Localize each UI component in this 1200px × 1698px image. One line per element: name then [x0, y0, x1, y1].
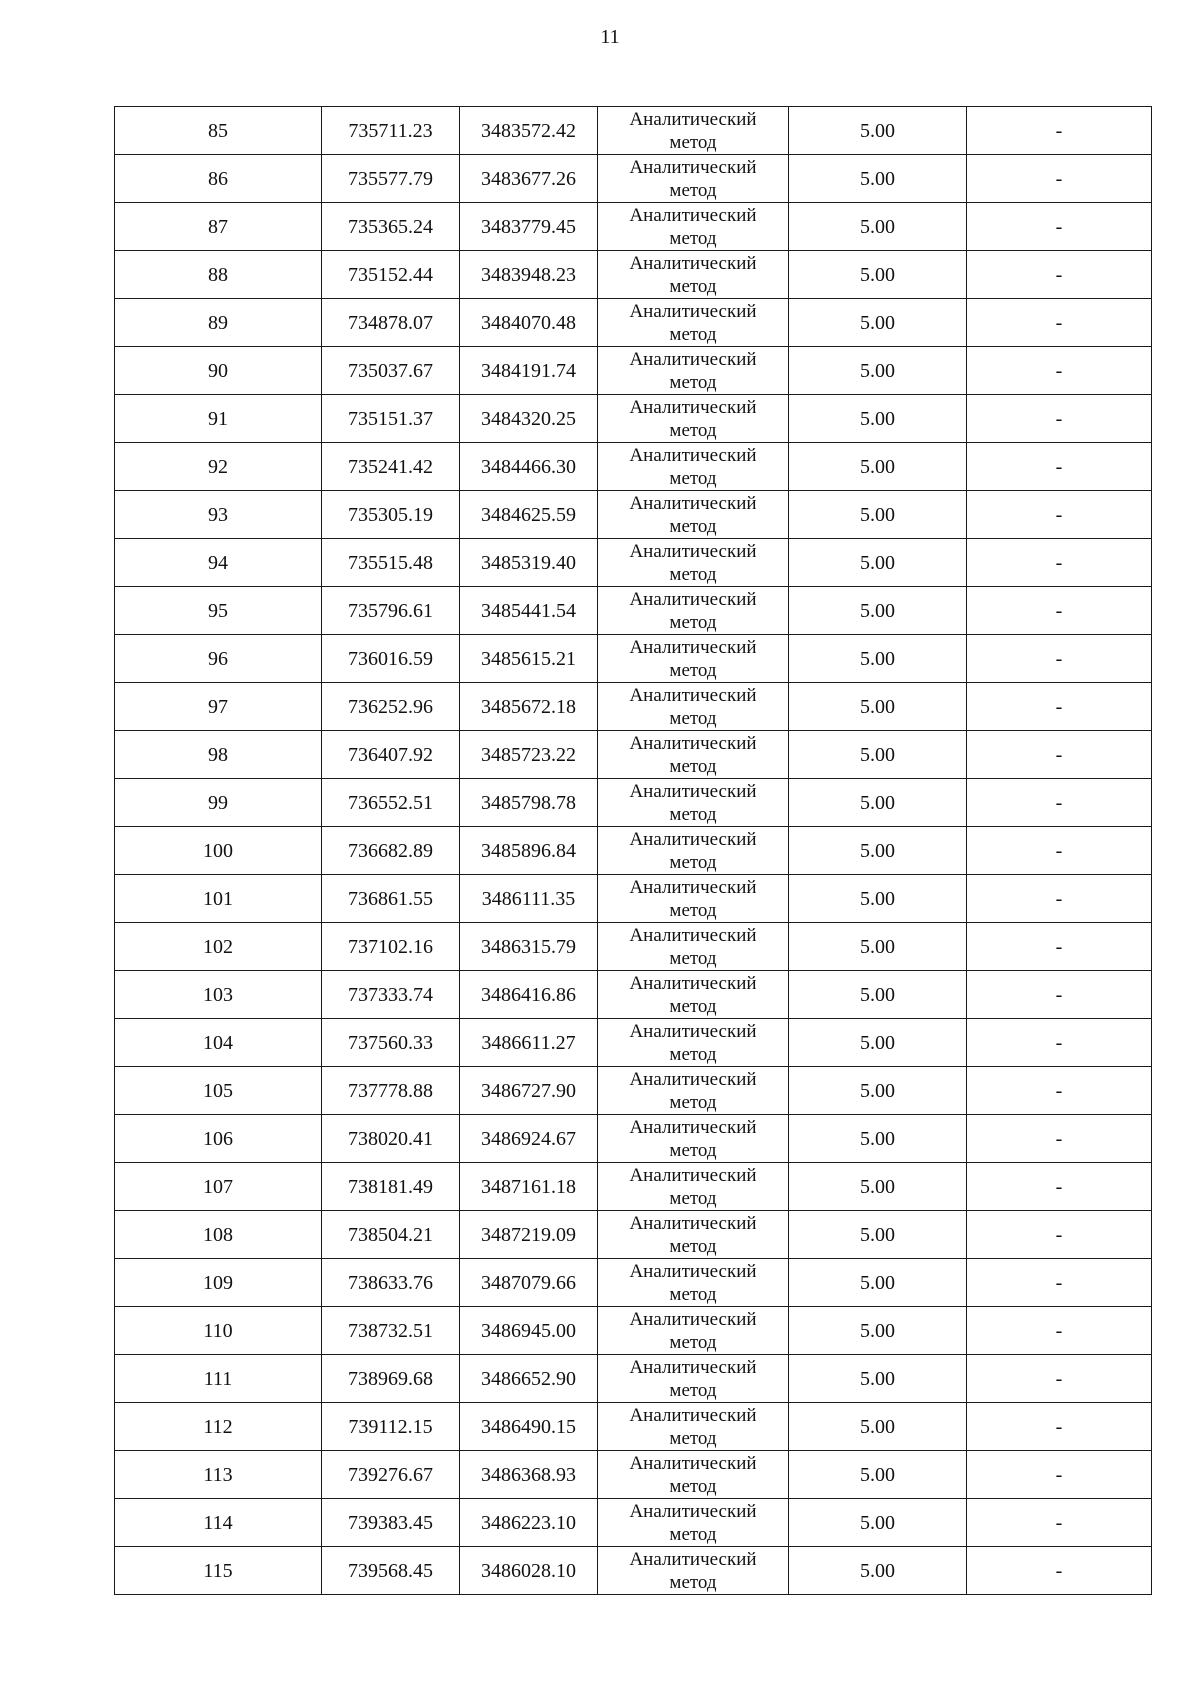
- method-cell: [598, 875, 789, 923]
- method-line-1: Аналитический: [629, 156, 757, 178]
- y-coordinate-cell: 3487079.66: [460, 1259, 598, 1307]
- point-number-cell: 95: [115, 587, 322, 635]
- x-coordinate-cell: 735305.19: [322, 491, 460, 539]
- method-cell: [598, 347, 789, 395]
- table-row: [115, 1259, 1152, 1307]
- note-cell: -: [967, 203, 1152, 251]
- y-coordinate-cell: 3486652.90: [460, 1355, 598, 1403]
- note-cell: -: [967, 731, 1152, 779]
- y-coordinate-cell: 3484466.30: [460, 443, 598, 491]
- note-cell: -: [967, 971, 1152, 1019]
- y-coordinate-cell: 3486315.79: [460, 923, 598, 971]
- table-row: [115, 1163, 1152, 1211]
- x-coordinate-cell: 735241.42: [322, 443, 460, 491]
- x-coordinate-cell: 737333.74: [322, 971, 460, 1019]
- method-line-1: Аналитический: [629, 684, 757, 706]
- method-line-2: метод: [669, 1475, 717, 1497]
- accuracy-cell: 5.00: [789, 1259, 967, 1307]
- note-cell: -: [967, 1499, 1152, 1547]
- accuracy-cell: 5.00: [789, 1499, 967, 1547]
- table-row: [115, 635, 1152, 683]
- method-line-2: метод: [669, 899, 717, 921]
- method-line-1: Аналитический: [629, 540, 757, 562]
- method-cell: [598, 539, 789, 587]
- y-coordinate-cell: 3486490.15: [460, 1403, 598, 1451]
- table-row: [115, 923, 1152, 971]
- accuracy-cell: 5.00: [789, 1451, 967, 1499]
- x-coordinate-cell: 738504.21: [322, 1211, 460, 1259]
- table-row: [115, 587, 1152, 635]
- x-coordinate-cell: 735365.24: [322, 203, 460, 251]
- point-number-cell: 104: [115, 1019, 322, 1067]
- y-coordinate-cell: 3484625.59: [460, 491, 598, 539]
- table-row: [115, 299, 1152, 347]
- x-coordinate-cell: 737560.33: [322, 1019, 460, 1067]
- method-line-1: Аналитический: [629, 1500, 757, 1522]
- table-row: [115, 971, 1152, 1019]
- x-coordinate-cell: 736552.51: [322, 779, 460, 827]
- accuracy-cell: 5.00: [789, 971, 967, 1019]
- table-row: [115, 1547, 1152, 1595]
- note-cell: -: [967, 1163, 1152, 1211]
- accuracy-cell: 5.00: [789, 587, 967, 635]
- method-cell: [598, 1163, 789, 1211]
- x-coordinate-cell: 738969.68: [322, 1355, 460, 1403]
- point-number-cell: 85: [115, 107, 322, 155]
- accuracy-cell: 5.00: [789, 1067, 967, 1115]
- x-coordinate-cell: 736861.55: [322, 875, 460, 923]
- method-line-2: метод: [669, 1427, 717, 1449]
- method-cell: [598, 971, 789, 1019]
- note-cell: -: [967, 443, 1152, 491]
- note-cell: -: [967, 155, 1152, 203]
- point-number-cell: 112: [115, 1403, 322, 1451]
- method-cell: [598, 1355, 789, 1403]
- x-coordinate-cell: 735037.67: [322, 347, 460, 395]
- note-cell: -: [967, 395, 1152, 443]
- y-coordinate-cell: 3485441.54: [460, 587, 598, 635]
- table-row: [115, 251, 1152, 299]
- method-cell: [598, 443, 789, 491]
- method-line-1: Аналитический: [629, 780, 757, 802]
- accuracy-cell: 5.00: [789, 779, 967, 827]
- table-row: [115, 203, 1152, 251]
- x-coordinate-cell: 739276.67: [322, 1451, 460, 1499]
- note-cell: -: [967, 1019, 1152, 1067]
- table-row: [115, 1403, 1152, 1451]
- method-cell: [598, 299, 789, 347]
- method-line-2: метод: [669, 1187, 717, 1209]
- accuracy-cell: 5.00: [789, 1355, 967, 1403]
- method-line-2: метод: [669, 1283, 717, 1305]
- method-cell: [598, 1259, 789, 1307]
- point-number-cell: 97: [115, 683, 322, 731]
- point-number-cell: 91: [115, 395, 322, 443]
- x-coordinate-cell: 735152.44: [322, 251, 460, 299]
- method-cell: [598, 1403, 789, 1451]
- point-number-cell: 106: [115, 1115, 322, 1163]
- table-row: [115, 1307, 1152, 1355]
- note-cell: -: [967, 251, 1152, 299]
- method-cell: [598, 587, 789, 635]
- table-row: [115, 1499, 1152, 1547]
- method-line-2: метод: [669, 131, 717, 153]
- accuracy-cell: 5.00: [789, 875, 967, 923]
- point-number-cell: 92: [115, 443, 322, 491]
- point-number-cell: 114: [115, 1499, 322, 1547]
- note-cell: -: [967, 1355, 1152, 1403]
- point-number-cell: 98: [115, 731, 322, 779]
- x-coordinate-cell: 737102.16: [322, 923, 460, 971]
- method-line-1: Аналитический: [629, 1452, 757, 1474]
- method-line-1: Аналитический: [629, 300, 757, 322]
- y-coordinate-cell: 3486727.90: [460, 1067, 598, 1115]
- y-coordinate-cell: 3484191.74: [460, 347, 598, 395]
- accuracy-cell: 5.00: [789, 731, 967, 779]
- method-line-2: метод: [669, 803, 717, 825]
- method-cell: [598, 731, 789, 779]
- point-number-cell: 110: [115, 1307, 322, 1355]
- table-row: [115, 107, 1152, 155]
- method-line-1: Аналитический: [629, 348, 757, 370]
- method-cell: [598, 203, 789, 251]
- point-number-cell: 103: [115, 971, 322, 1019]
- note-cell: -: [967, 1451, 1152, 1499]
- table-row: [115, 491, 1152, 539]
- method-line-1: Аналитический: [629, 1404, 757, 1426]
- note-cell: -: [967, 827, 1152, 875]
- page-number: 11: [600, 26, 620, 48]
- method-cell: [598, 827, 789, 875]
- method-line-1: Аналитический: [629, 1356, 757, 1378]
- method-line-1: Аналитический: [629, 636, 757, 658]
- method-line-2: метод: [669, 611, 717, 633]
- table-row: [115, 539, 1152, 587]
- point-number-cell: 94: [115, 539, 322, 587]
- point-number-cell: 90: [115, 347, 322, 395]
- point-number-cell: 87: [115, 203, 322, 251]
- note-cell: -: [967, 1211, 1152, 1259]
- table-row: [115, 827, 1152, 875]
- note-cell: -: [967, 299, 1152, 347]
- note-cell: -: [967, 1115, 1152, 1163]
- note-cell: -: [967, 347, 1152, 395]
- point-number-cell: 108: [115, 1211, 322, 1259]
- y-coordinate-cell: 3487219.09: [460, 1211, 598, 1259]
- accuracy-cell: 5.00: [789, 203, 967, 251]
- method-line-2: метод: [669, 179, 717, 201]
- x-coordinate-cell: 735796.61: [322, 587, 460, 635]
- method-cell: [598, 491, 789, 539]
- x-coordinate-cell: 736682.89: [322, 827, 460, 875]
- y-coordinate-cell: 3484320.25: [460, 395, 598, 443]
- method-cell: [598, 155, 789, 203]
- note-cell: -: [967, 1307, 1152, 1355]
- x-coordinate-cell: 735577.79: [322, 155, 460, 203]
- accuracy-cell: 5.00: [789, 155, 967, 203]
- method-line-2: метод: [669, 323, 717, 345]
- y-coordinate-cell: 3483677.26: [460, 155, 598, 203]
- method-line-1: Аналитический: [629, 444, 757, 466]
- method-line-2: метод: [669, 419, 717, 441]
- method-cell: [598, 683, 789, 731]
- accuracy-cell: 5.00: [789, 923, 967, 971]
- method-cell: [598, 1067, 789, 1115]
- method-line-1: Аналитический: [629, 1548, 757, 1570]
- point-number-cell: 111: [115, 1355, 322, 1403]
- y-coordinate-cell: 3485319.40: [460, 539, 598, 587]
- table-row: [115, 731, 1152, 779]
- table-row: [115, 347, 1152, 395]
- y-coordinate-cell: 3486368.93: [460, 1451, 598, 1499]
- accuracy-cell: 5.00: [789, 1163, 967, 1211]
- x-coordinate-cell: 738020.41: [322, 1115, 460, 1163]
- point-number-cell: 102: [115, 923, 322, 971]
- accuracy-cell: 5.00: [789, 635, 967, 683]
- table-row: [115, 875, 1152, 923]
- accuracy-cell: 5.00: [789, 107, 967, 155]
- table-row: [115, 395, 1152, 443]
- x-coordinate-cell: 738732.51: [322, 1307, 460, 1355]
- note-cell: -: [967, 539, 1152, 587]
- point-number-cell: 93: [115, 491, 322, 539]
- point-number-cell: 99: [115, 779, 322, 827]
- table-row: [115, 443, 1152, 491]
- table-row: [115, 1451, 1152, 1499]
- method-line-1: Аналитический: [629, 732, 757, 754]
- method-cell: [598, 923, 789, 971]
- method-line-1: Аналитический: [629, 1308, 757, 1330]
- method-line-1: Аналитический: [629, 1164, 757, 1186]
- method-line-2: метод: [669, 707, 717, 729]
- x-coordinate-cell: 734878.07: [322, 299, 460, 347]
- method-line-2: метод: [669, 755, 717, 777]
- method-line-1: Аналитический: [629, 204, 757, 226]
- method-line-1: Аналитический: [629, 1020, 757, 1042]
- table-row: [115, 1019, 1152, 1067]
- note-cell: -: [967, 1067, 1152, 1115]
- table-row: [115, 1115, 1152, 1163]
- method-line-1: Аналитический: [629, 924, 757, 946]
- accuracy-cell: 5.00: [789, 1307, 967, 1355]
- note-cell: -: [967, 1547, 1152, 1595]
- method-line-1: Аналитический: [629, 1212, 757, 1234]
- method-line-2: метод: [669, 1139, 717, 1161]
- note-cell: -: [967, 587, 1152, 635]
- accuracy-cell: 5.00: [789, 1019, 967, 1067]
- accuracy-cell: 5.00: [789, 1403, 967, 1451]
- table-row: [115, 1355, 1152, 1403]
- x-coordinate-cell: 735711.23: [322, 107, 460, 155]
- method-cell: [598, 1547, 789, 1595]
- x-coordinate-cell: 736407.92: [322, 731, 460, 779]
- method-line-2: метод: [669, 275, 717, 297]
- x-coordinate-cell: 735515.48: [322, 539, 460, 587]
- point-number-cell: 105: [115, 1067, 322, 1115]
- point-number-cell: 86: [115, 155, 322, 203]
- point-number-cell: 107: [115, 1163, 322, 1211]
- method-cell: [598, 1451, 789, 1499]
- method-line-1: Аналитический: [629, 1068, 757, 1090]
- method-line-2: метод: [669, 995, 717, 1017]
- x-coordinate-cell: 736016.59: [322, 635, 460, 683]
- note-cell: -: [967, 779, 1152, 827]
- accuracy-cell: 5.00: [789, 1115, 967, 1163]
- y-coordinate-cell: 3485672.18: [460, 683, 598, 731]
- note-cell: -: [967, 491, 1152, 539]
- y-coordinate-cell: 3484070.48: [460, 299, 598, 347]
- method-line-2: метод: [669, 467, 717, 489]
- method-cell: [598, 1499, 789, 1547]
- method-line-2: метод: [669, 1379, 717, 1401]
- y-coordinate-cell: 3485798.78: [460, 779, 598, 827]
- method-line-1: Аналитический: [629, 492, 757, 514]
- method-line-1: Аналитический: [629, 972, 757, 994]
- method-cell: [598, 107, 789, 155]
- method-line-2: метод: [669, 227, 717, 249]
- y-coordinate-cell: 3483779.45: [460, 203, 598, 251]
- method-cell: [598, 251, 789, 299]
- accuracy-cell: 5.00: [789, 491, 967, 539]
- coordinates-table: [114, 106, 1152, 1595]
- table-row: [115, 1211, 1152, 1259]
- method-cell: [598, 1115, 789, 1163]
- note-cell: -: [967, 1403, 1152, 1451]
- method-cell: [598, 1019, 789, 1067]
- method-line-1: Аналитический: [629, 588, 757, 610]
- table-row: [115, 1067, 1152, 1115]
- method-line-2: метод: [669, 1091, 717, 1113]
- method-line-2: метод: [669, 1571, 717, 1593]
- point-number-cell: 100: [115, 827, 322, 875]
- point-number-cell: 109: [115, 1259, 322, 1307]
- y-coordinate-cell: 3485896.84: [460, 827, 598, 875]
- accuracy-cell: 5.00: [789, 443, 967, 491]
- y-coordinate-cell: 3485723.22: [460, 731, 598, 779]
- table-row: [115, 683, 1152, 731]
- method-line-2: метод: [669, 947, 717, 969]
- x-coordinate-cell: 738181.49: [322, 1163, 460, 1211]
- point-number-cell: 96: [115, 635, 322, 683]
- method-line-1: Аналитический: [629, 252, 757, 274]
- accuracy-cell: 5.00: [789, 827, 967, 875]
- accuracy-cell: 5.00: [789, 683, 967, 731]
- table-row: [115, 155, 1152, 203]
- y-coordinate-cell: 3487161.18: [460, 1163, 598, 1211]
- note-cell: -: [967, 1259, 1152, 1307]
- x-coordinate-cell: 735151.37: [322, 395, 460, 443]
- accuracy-cell: 5.00: [789, 1211, 967, 1259]
- method-line-2: метод: [669, 1523, 717, 1545]
- method-cell: [598, 635, 789, 683]
- method-cell: [598, 1211, 789, 1259]
- y-coordinate-cell: 3486416.86: [460, 971, 598, 1019]
- method-cell: [598, 1307, 789, 1355]
- method-cell: [598, 395, 789, 443]
- point-number-cell: 89: [115, 299, 322, 347]
- y-coordinate-cell: 3483948.23: [460, 251, 598, 299]
- method-line-1: Аналитический: [629, 1116, 757, 1138]
- method-line-2: метод: [669, 851, 717, 873]
- y-coordinate-cell: 3485615.21: [460, 635, 598, 683]
- x-coordinate-cell: 739568.45: [322, 1547, 460, 1595]
- method-line-1: Аналитический: [629, 828, 757, 850]
- method-line-2: метод: [669, 1331, 717, 1353]
- y-coordinate-cell: 3486223.10: [460, 1499, 598, 1547]
- method-line-2: метод: [669, 515, 717, 537]
- note-cell: -: [967, 875, 1152, 923]
- method-line-2: метод: [669, 1043, 717, 1065]
- accuracy-cell: 5.00: [789, 539, 967, 587]
- point-number-cell: 115: [115, 1547, 322, 1595]
- coordinates-table-body: [115, 107, 1152, 1595]
- y-coordinate-cell: 3486111.35: [460, 875, 598, 923]
- method-line-1: Аналитический: [629, 1260, 757, 1282]
- y-coordinate-cell: 3483572.42: [460, 107, 598, 155]
- note-cell: -: [967, 107, 1152, 155]
- point-number-cell: 88: [115, 251, 322, 299]
- method-line-1: Аналитический: [629, 108, 757, 130]
- y-coordinate-cell: 3486028.10: [460, 1547, 598, 1595]
- table-row: [115, 779, 1152, 827]
- accuracy-cell: 5.00: [789, 347, 967, 395]
- accuracy-cell: 5.00: [789, 395, 967, 443]
- x-coordinate-cell: 737778.88: [322, 1067, 460, 1115]
- method-line-2: метод: [669, 371, 717, 393]
- method-line-1: Аналитический: [629, 396, 757, 418]
- accuracy-cell: 5.00: [789, 1547, 967, 1595]
- point-number-cell: 101: [115, 875, 322, 923]
- method-line-2: метод: [669, 659, 717, 681]
- method-line-2: метод: [669, 563, 717, 585]
- method-cell: [598, 779, 789, 827]
- accuracy-cell: 5.00: [789, 251, 967, 299]
- note-cell: -: [967, 683, 1152, 731]
- x-coordinate-cell: 739383.45: [322, 1499, 460, 1547]
- note-cell: -: [967, 923, 1152, 971]
- x-coordinate-cell: 738633.76: [322, 1259, 460, 1307]
- x-coordinate-cell: 739112.15: [322, 1403, 460, 1451]
- accuracy-cell: 5.00: [789, 299, 967, 347]
- point-number-cell: 113: [115, 1451, 322, 1499]
- y-coordinate-cell: 3486611.27: [460, 1019, 598, 1067]
- y-coordinate-cell: 3486945.00: [460, 1307, 598, 1355]
- y-coordinate-cell: 3486924.67: [460, 1115, 598, 1163]
- method-line-2: метод: [669, 1235, 717, 1257]
- x-coordinate-cell: 736252.96: [322, 683, 460, 731]
- method-line-1: Аналитический: [629, 876, 757, 898]
- note-cell: -: [967, 635, 1152, 683]
